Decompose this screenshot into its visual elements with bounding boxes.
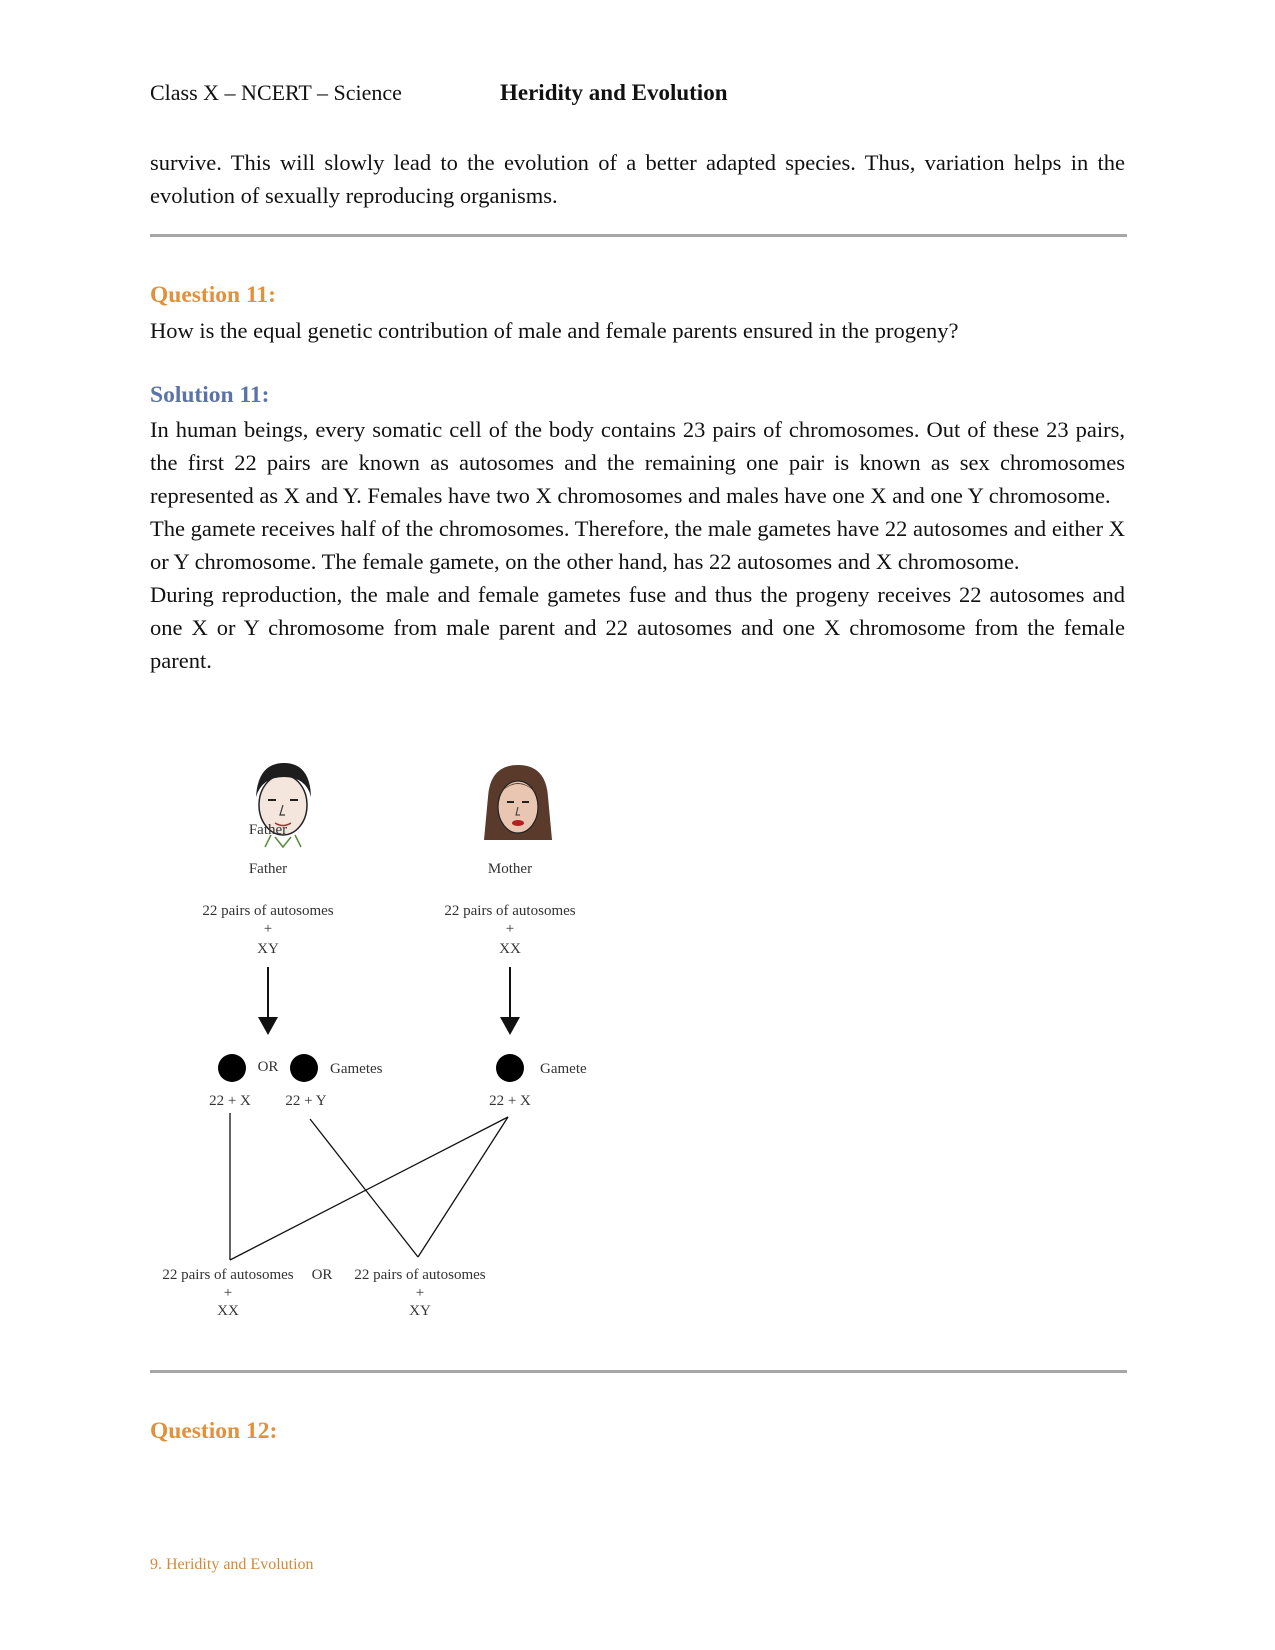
father-sex-chromosomes: XY: [257, 941, 279, 957]
section-divider: [150, 234, 1127, 237]
father-arrow-head: [258, 1017, 278, 1035]
child-2-plus: +: [415, 1285, 425, 1301]
fusion-line: [418, 1117, 508, 1257]
child-1-plus: +: [223, 1285, 233, 1301]
header-class-label: Class X – NCERT – Science: [150, 80, 402, 105]
question-11-text: How is the equal genetic contribution of male and female parents ensured in the progeny?: [150, 318, 959, 343]
mother-label-main: Mother: [487, 861, 533, 877]
child-1-sex: XX: [217, 1303, 239, 1319]
mother-plus: +: [505, 921, 515, 937]
fusion-line: [230, 1117, 508, 1260]
gametes-label: Gametes: [330, 1061, 383, 1077]
solution-11-heading: Solution 11:: [150, 382, 270, 408]
section-divider: [150, 1370, 1127, 1373]
mother-arrow-head: [500, 1017, 520, 1035]
mother-face-illustration: [484, 765, 552, 840]
solution-11-body: [150, 413, 1125, 677]
intro-paragraph: survive. This will slowly lead to the evolution of a better adapted species. Thus, variation helps in the evolution of sexually reproducing organisms.: [150, 150, 1125, 208]
male-gamete-x: [218, 1054, 246, 1082]
male-gamete-y-label: 22 + Y: [285, 1093, 327, 1109]
child-1-autosomes: 22 pairs of autosomes: [162, 1267, 294, 1283]
page-title: Heridity and Evolution: [500, 80, 728, 105]
question-12-heading: Question 12:: [150, 1418, 278, 1444]
sex-determination-diagram: [150, 755, 670, 1345]
solution-paragraph: During reproduction, the male and female gametes fuse and thus the progeny receives 22 autosomes and one X or Y chromosome from male parent and 22 autosomes and one X chromosome from the female parent.: [150, 582, 1125, 673]
female-gamete: [496, 1054, 524, 1082]
male-gamete-x-label: 22 + X: [209, 1093, 251, 1109]
page-footer: 9. Heridity and Evolution: [150, 1556, 314, 1573]
female-gamete-label: 22 + X: [489, 1093, 531, 1109]
child-or-label: OR: [311, 1267, 333, 1283]
mother-autosomes: 22 pairs of autosomes: [444, 903, 576, 919]
child-2-sex: XY: [409, 1303, 431, 1319]
father-label: Father: [248, 822, 288, 838]
child-2-autosomes: 22 pairs of autosomes: [354, 1267, 486, 1283]
father-plus: +: [263, 921, 273, 937]
male-gamete-y: [290, 1054, 318, 1082]
gamete-label: Gamete: [540, 1061, 587, 1077]
fusion-line: [310, 1119, 418, 1257]
question-11-heading: Question 11:: [150, 282, 277, 308]
father-label-main: Father: [248, 861, 288, 877]
mother-sex-chromosomes: XX: [499, 941, 521, 957]
solution-paragraph: In human beings, every somatic cell of the body contains 23 pairs of chromosomes. Out of these 23 pairs, the first 22 pairs are known as autosomes and the remaining one pair is known as sex chromosomes represented as X and Y. Females have two X chromosomes and males have one X and one Y chromosome.: [150, 417, 1125, 508]
father-autosomes: 22 pairs of autosomes: [202, 903, 334, 919]
gamete-or-label: OR: [257, 1059, 279, 1075]
solution-paragraph: The gamete receives half of the chromosomes. Therefore, the male gametes have 22 autosomes and either X or Y chromosome. The female gamete, on the other hand, has 22 autosomes and X chromosome.: [150, 516, 1125, 574]
